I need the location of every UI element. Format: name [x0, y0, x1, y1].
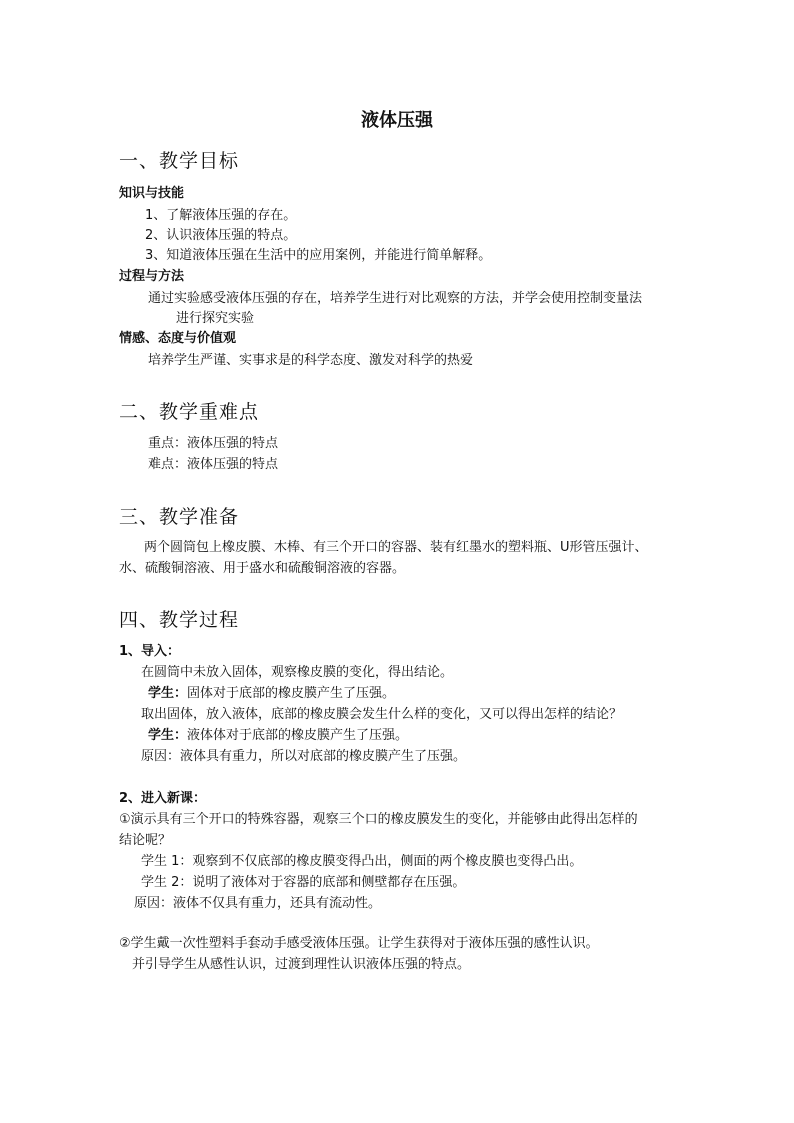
- student-label: 学生：: [148, 686, 188, 701]
- paragraph-line: 两个圆筒包上橡皮膜、木棒、有三个开口的容器、装有红墨水的塑料瓶、U形管压强计、: [144, 540, 648, 555]
- student-answer-text: 液体体对于底部的橡皮膜产生了压强。: [187, 728, 409, 743]
- paragraph-line: 原因：液体具有重力，所以对底部的橡皮膜产生了压强。: [141, 749, 467, 764]
- paragraph-line: 水、硫酸铜溶液、用于盛水和硫酸铜溶液的容器。: [119, 561, 406, 576]
- paragraph-line: 取出固体，放入液体，底部的橡皮膜会发生什么样的变化，又可以得出怎样的结论？: [141, 707, 623, 722]
- paragraph-line: 在圆筒中未放入固体，观察橡皮膜的变化，得出结论。: [141, 665, 454, 680]
- objective-item: 2、认识液体压强的特点。: [145, 228, 297, 243]
- paragraph-line: 培养学生严谨、实事求是的科学态度、激发对科学的热爱: [148, 353, 474, 368]
- paragraph-line: ②学生戴一次性塑料手套动手感受液体压强。让学生获得对于液体压强的感性认识。: [119, 936, 599, 951]
- student-answer-line: 学生 2：说明了液体对于容器的底部和侧壁都存在压强。: [141, 875, 466, 890]
- section-heading-objectives: 一、教学目标: [119, 150, 240, 172]
- student-answer-text: 固体对于底部的橡皮膜产生了压强。: [187, 686, 396, 701]
- student-label: 学生：: [148, 728, 188, 743]
- paragraph-line: 原因：液体不仅具有重力，还具有流动性。: [134, 896, 382, 911]
- difficulty-line: 难点：液体压强的特点: [148, 457, 279, 472]
- objective-item: 1、了解液体压强的存在。: [145, 208, 297, 223]
- paragraph-line: 进行探究实验: [176, 311, 255, 326]
- subheading-attitude-values: 情感、态度与价值观: [119, 331, 237, 346]
- objective-item: 3、知道液体压强在生活中的应用案例，并能进行简单解释。: [145, 248, 492, 263]
- student-answer-line: 学生 1：观察到不仅底部的橡皮膜变得凸出，侧面的两个橡皮膜也变得凸出。: [141, 854, 583, 869]
- paragraph-line: 并引导学生从感性认识，过渡到理性认识液体压强的特点。: [132, 957, 471, 972]
- subheading-knowledge-skills: 知识与技能: [119, 186, 185, 201]
- subheading-process-method: 过程与方法: [119, 269, 185, 284]
- key-point-line: 重点：液体压强的特点: [148, 436, 279, 451]
- paragraph-line: 通过实验感受液体压强的存在，培养学生进行对比观察的方法，并学会使用控制变量法: [148, 291, 643, 306]
- paragraph-line: ①演示具有三个开口的特殊容器，观察三个口的橡皮膜发生的变化，并能够由此得出怎样的: [119, 812, 638, 827]
- student-answer-line: [148, 724, 408, 743]
- section-heading-key-points: 二、教学重难点: [119, 401, 260, 423]
- subheading-new-lesson: 2、进入新课：: [119, 791, 207, 806]
- section-heading-process: 四、教学过程: [119, 609, 240, 631]
- section-heading-preparation: 三、教学准备: [119, 506, 240, 528]
- subheading-introduction: 1、导入：: [119, 644, 181, 659]
- paragraph-line: 结论呢？: [119, 833, 172, 848]
- student-answer-line: [148, 682, 395, 701]
- page-title: 液体压强: [361, 110, 433, 131]
